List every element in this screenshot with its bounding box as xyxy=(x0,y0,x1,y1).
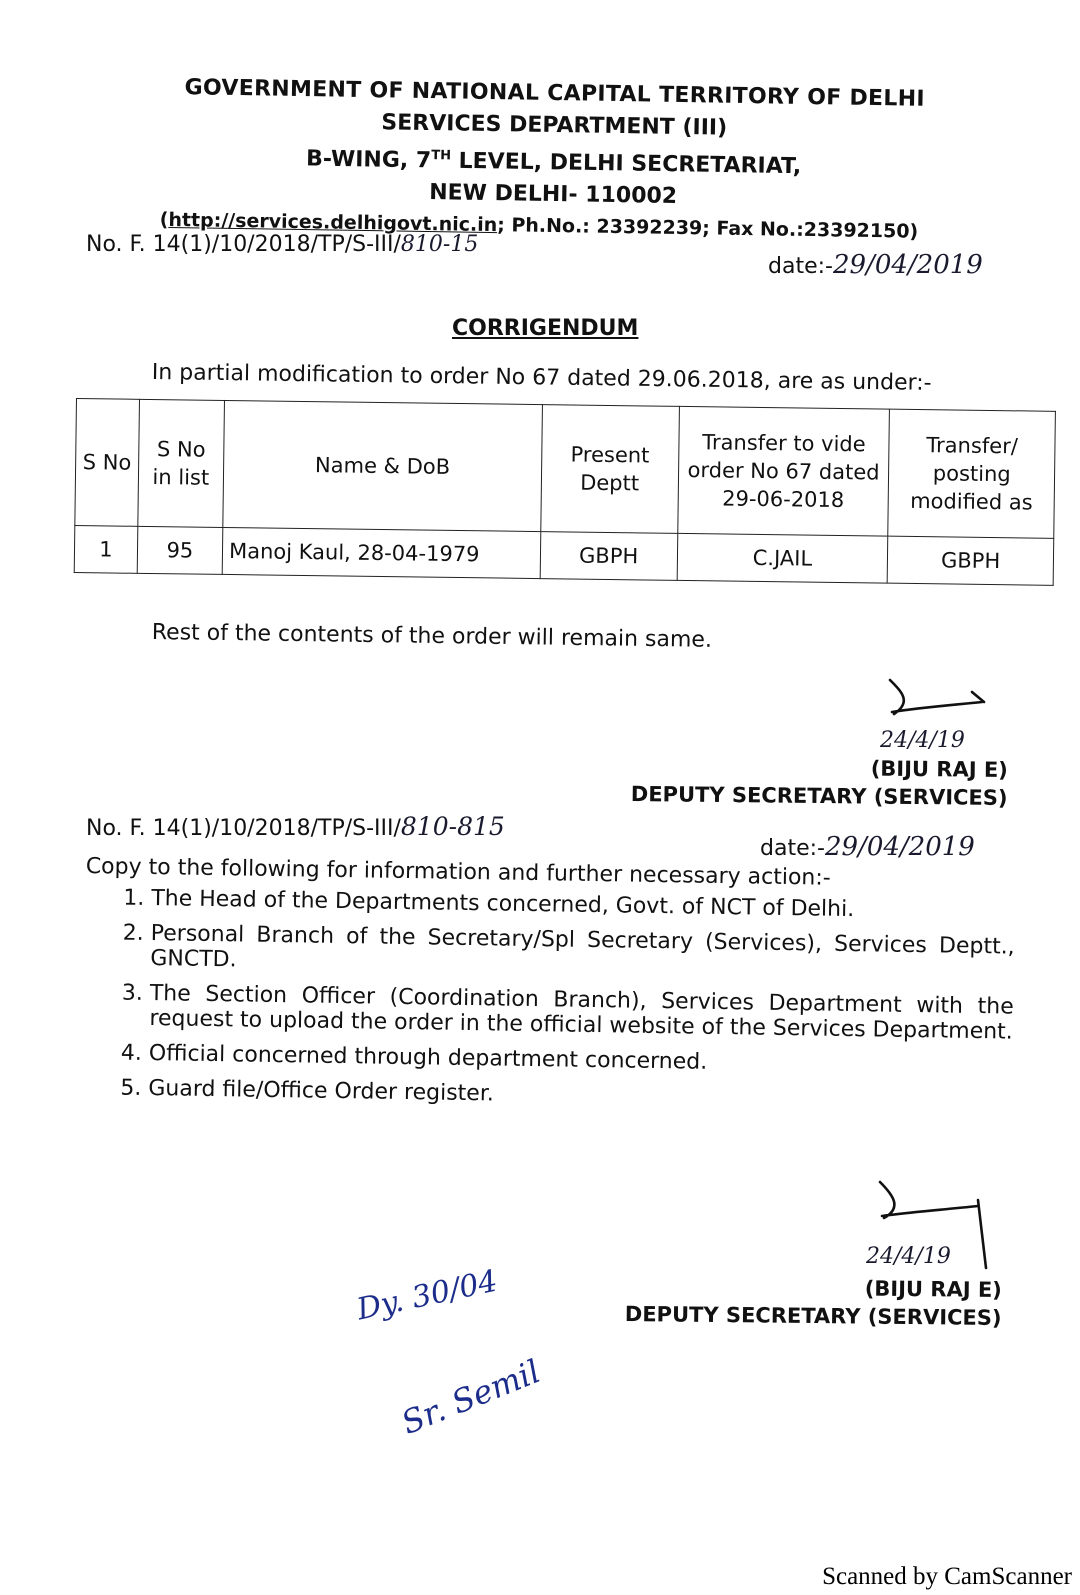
cell-transfer-to: C.JAIL xyxy=(677,533,888,583)
col-header-s-no: S No xyxy=(75,399,139,527)
remain-note: Rest of the contents of the order will remain same. xyxy=(151,620,713,653)
list-item: 5. Guard file/Office Order register. xyxy=(148,1076,1012,1115)
cell-s-no-in-list: 95 xyxy=(137,526,223,574)
letterhead-city: NEW DELHI- 110002 xyxy=(429,180,678,210)
copy-to-section xyxy=(82,854,1016,1125)
cell-present-deptt: GBPH xyxy=(540,532,677,581)
letterhead-department: SERVICES DEPARTMENT (III) xyxy=(381,110,728,141)
signature-block-2 xyxy=(559,1271,1002,1332)
document-title: CORRIGENDUM xyxy=(452,316,639,341)
letterhead-government: GOVERNMENT OF NATIONAL CAPITAL TERRITORY OF DELHI xyxy=(184,75,926,112)
copy-to-list xyxy=(82,885,1015,1115)
handwritten-dispatch-number-1: 810-15 xyxy=(400,232,479,257)
signatory-designation-2: DEPUTY SECRETARY (SERVICES) xyxy=(624,1302,1002,1330)
col-header-modified-as: Transfer/ posting modified as xyxy=(888,409,1055,538)
handwritten-date-1: 29/04/2019 xyxy=(832,250,983,280)
col-header-present-deptt: Present Deptt xyxy=(541,405,679,534)
handwritten-dispatch-number-2: 810-815 xyxy=(400,812,505,841)
reference-date-1: date:-29/04/2019 xyxy=(768,250,983,280)
cell-s-no: 1 xyxy=(74,525,137,573)
reference-number-2: No. F. 14(1)/10/2018/TP/S-III/810-815 xyxy=(86,812,505,841)
signature-block-1 xyxy=(559,751,1008,812)
website-link[interactable]: http://services.delhigovt.nic.in xyxy=(168,209,498,237)
table-header-row xyxy=(75,399,1056,539)
signature-date-1: 24/4/19 xyxy=(880,728,965,753)
signature-date-2: 24/4/19 xyxy=(866,1244,951,1269)
list-item: 4. Official concerned through department concerned. xyxy=(149,1041,1013,1080)
list-item: 2. Personal Branch of the Secretary/Spl Secretary (Services), Services Deptt., GNCTD. xyxy=(150,921,1015,985)
modification-table xyxy=(74,398,1056,586)
col-header-s-no-in-list: S No in list xyxy=(138,399,225,527)
letterhead-address: B-WING, 7TH LEVEL, DELHI SECRETARIAT, xyxy=(305,146,802,180)
handwritten-note-1: Dy. 30/04 xyxy=(353,1263,501,1328)
reference-date-2: date:-29/04/2019 xyxy=(760,832,975,862)
cell-modified-as: GBPH xyxy=(888,536,1054,585)
reference-number-1: No. F. 14(1)/10/2018/TP/S-III/810-15 xyxy=(86,232,479,257)
copy-to-intro: Copy to the following for information and further necessary action:- xyxy=(85,854,831,891)
list-item: 1. The Head of the Departments concerned, Govt. of NCT of Delhi. xyxy=(151,886,1015,925)
intro-text: In partial modification to order No 67 dated 29.06.2018, are as under:- xyxy=(151,360,932,396)
cell-name-dob: Manoj Kaul, 28-04-1979 xyxy=(222,527,540,578)
signatory-name-2: (BIJU RAJ E) xyxy=(864,1276,1002,1302)
handwritten-note-2: Sr. Semil xyxy=(396,1352,546,1442)
letterhead-contact: (http://services.delhigovt.nic.in; Ph.No.: 23392239; Fax No.:23392150) xyxy=(159,209,919,244)
list-item: 3. The Section Officer (Coordination Branch), Services Department with the request to upload the order in the official website of the Services Department. xyxy=(149,981,1014,1045)
col-header-transfer-to: Transfer to vide order No 67 dated 29-06-2018 xyxy=(677,406,889,536)
scanner-watermark: Scanned by CamScanner xyxy=(822,1563,1072,1590)
signatory-name-1: (BIJU RAJ E) xyxy=(870,756,1008,782)
signatory-designation-1: DEPUTY SECRETARY (SERVICES) xyxy=(630,782,1008,810)
col-header-name-dob: Name & DoB xyxy=(223,400,542,531)
handwritten-date-2: 29/04/2019 xyxy=(824,832,975,862)
letterhead xyxy=(147,72,959,248)
